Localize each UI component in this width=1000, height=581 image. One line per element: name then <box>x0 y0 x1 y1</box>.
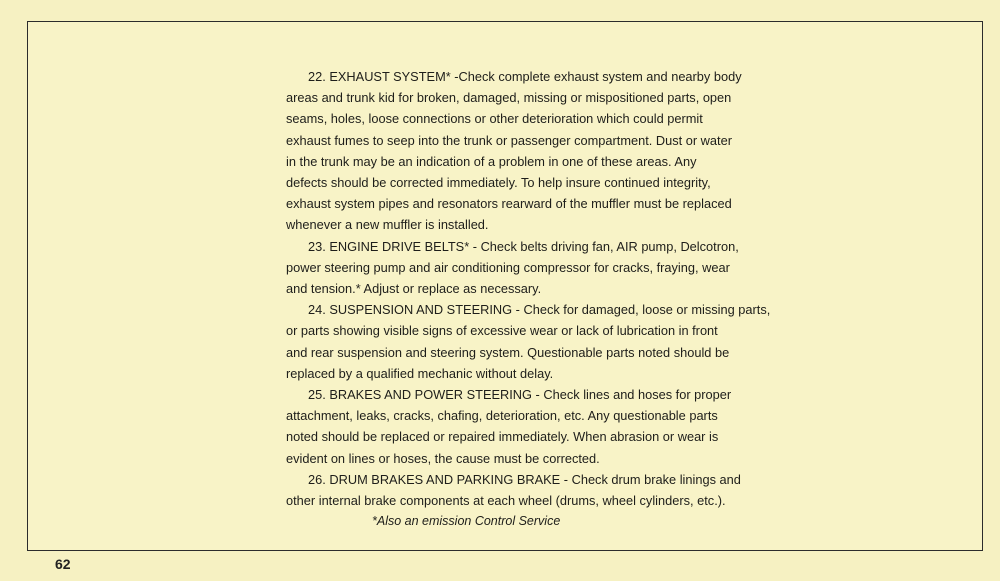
text-line: replaced by a qualified mechanic without delay. <box>286 365 554 381</box>
text-line: noted should be replaced or repaired immediately. When abrasion or wear is <box>286 429 719 445</box>
section-exhaust-system <box>286 66 816 236</box>
text-line: defects should be corrected immediately. To help insure continued integrity, <box>286 175 711 191</box>
text-line: attachment, leaks, cracks, chafing, deterioration, etc. Any questionable parts <box>286 408 718 424</box>
section-brakes-power-steering <box>286 384 816 469</box>
text-line: and tension.* Adjust or replace as necessary. <box>286 281 542 297</box>
text-line: exhaust fumes to seep into the trunk or passenger compartment. Dust or water <box>286 132 732 148</box>
text-line: 26. DRUM BRAKES AND PARKING BRAKE - Check drum brake linings and <box>308 471 741 487</box>
text-line: 23. ENGINE DRIVE BELTS* - Check belts driving fan, AIR pump, Delcotron, <box>308 238 739 254</box>
footnote: *Also an emission Control Service <box>372 514 561 528</box>
section-drum-parking-brake <box>286 469 816 511</box>
text-line: and rear suspension and steering system. Questionable parts noted should be <box>286 344 730 360</box>
text-line: in the trunk may be an indication of a problem in one of these areas. Any <box>286 153 697 169</box>
section-suspension-steering <box>286 299 816 384</box>
text-line: 24. SUSPENSION AND STEERING - Check for damaged, loose or missing parts, <box>308 302 771 318</box>
text-line: areas and trunk kid for broken, damaged, missing or mispositioned parts, open <box>286 90 732 106</box>
text-line: whenever a new muffler is installed. <box>286 217 489 233</box>
text-line: 25. BRAKES AND POWER STEERING - Check lines and hoses for proper <box>308 387 732 403</box>
text-line: power steering pump and air conditioning compressor for cracks, fraying, wear <box>286 259 730 275</box>
text-line: or parts showing visible signs of excessive wear or lack of lubrication in front <box>286 323 718 339</box>
text-line: exhaust system pipes and resonators rearward of the muffler must be replaced <box>286 196 732 212</box>
maintenance-text <box>286 66 816 511</box>
text-line: 22. EXHAUST SYSTEM* -Check complete exhaust system and nearby body <box>308 69 742 84</box>
text-line: other internal brake components at each wheel (drums, wheel cylinders, etc.). <box>286 493 726 509</box>
text-line: seams, holes, loose connections or other deterioration which could permit <box>286 111 703 127</box>
text-line: evident on lines or hoses, the cause must be corrected. <box>286 450 600 466</box>
section-engine-drive-belts <box>286 236 816 300</box>
page-number: 62 <box>55 556 71 572</box>
